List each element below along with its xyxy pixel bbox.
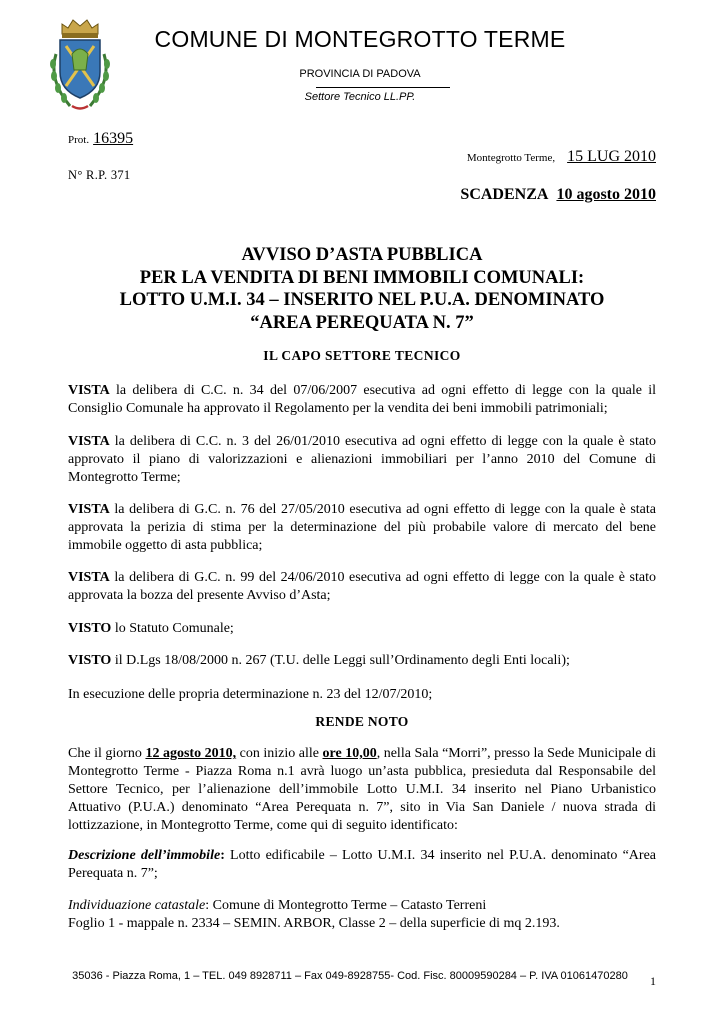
title-line: PER LA VENDITA DI BENI IMMOBILI COMUNALI: xyxy=(139,267,585,288)
auction-date: 12 agosto 2010, xyxy=(145,746,237,761)
description-text: Lotto edificabile – Lotto U.M.I. 34 inserito nel P.U.A. denominato “Area Perequata n. 7”; xyxy=(68,848,657,881)
rp-number: N° R.P. 371 xyxy=(68,168,131,182)
municipality-title: COMUNE DI MONTEGROTTO TERME xyxy=(154,26,566,52)
recital-paragraph xyxy=(68,620,656,638)
cadastral-paragraph xyxy=(68,897,656,933)
auction-time: ore 10,00 xyxy=(322,746,377,761)
recital-keyword: VISTO xyxy=(68,621,112,636)
footer-address: 35036 - Piazza Roma, 1 – TEL. 049 8928711 – Fax 049-8928755- Cod. Fisc. 80009590284 – P. IVA 01061470280 xyxy=(72,970,628,982)
cadastral-label: Individuazione catastale xyxy=(68,898,206,913)
cadastral-parcel: Foglio 1 - mappale n. 2334 – SEMIN. ARBOR, Classe 2 – della superficie di mq 2.193. xyxy=(68,916,560,931)
place-label: Montegrotto Terme, xyxy=(466,152,556,164)
recital-keyword: VISTA xyxy=(68,434,110,449)
recital-paragraph xyxy=(68,433,656,487)
recital-text: la delibera di G.C. n. 76 del 27/05/2010 esecutiva ad ogni effetto di legge con la quale è stata approvata la perizia di stima per la determinazione del più probabile valore di mercato del bene immobile oggetto di asta pubblica; xyxy=(68,502,656,553)
province-name: PROVINCIA DI PADOVA xyxy=(299,68,421,80)
deadline-date: 10 agosto 2010 xyxy=(556,186,656,203)
title-line: AVVISO D’ASTA PUBBLICA xyxy=(241,245,483,265)
municipal-crest-icon xyxy=(46,14,114,114)
signatory-heading: IL CAPO SETTORE TECNICO xyxy=(263,348,461,363)
notice-text: con inizio alle xyxy=(236,746,323,761)
prot-label: Prot. xyxy=(68,134,90,146)
place-and-date xyxy=(467,148,656,166)
rende-noto-heading: RENDE NOTO xyxy=(315,714,409,729)
execution-paragraph: In esecuzione delle propria determinazione n. 23 del 12/07/2010; xyxy=(68,687,433,702)
cadastral-text: : Comune di Montegrotto Terme – Catasto Terreni xyxy=(205,898,487,913)
deadline xyxy=(460,186,656,204)
notice-title xyxy=(60,244,664,334)
recital-paragraph xyxy=(68,501,656,555)
recital-keyword: VISTA xyxy=(68,570,110,585)
recital-text: la delibera di G.C. n. 99 del 24/06/2010 esecutiva ad ogni effetto di legge con la quale è stato approvata la bozza del presente Avviso d’Asta; xyxy=(68,570,656,603)
description-colon: : xyxy=(220,848,225,863)
notice-text: Che il giorno xyxy=(68,746,146,761)
recital-paragraph xyxy=(68,569,656,605)
deadline-label: SCADENZA xyxy=(460,186,549,203)
title-line: LOTTO U.M.I. 34 – INSERITO NEL P.U.A. DENOMINATO xyxy=(119,290,605,310)
sector-name: Settore Tecnico LL.PP. xyxy=(304,91,416,103)
recital-paragraph xyxy=(68,652,656,670)
recital-paragraph xyxy=(68,382,656,418)
description-label: Descrizione dell’immobile xyxy=(68,848,221,863)
recital-keyword: VISTA xyxy=(68,502,110,517)
title-line: “AREA PEREQUATA N. 7” xyxy=(250,312,474,333)
description-paragraph xyxy=(68,847,656,883)
recital-keyword: VISTA xyxy=(68,383,110,398)
recital-text: la delibera di C.C. n. 34 del 07/06/2007 esecutiva ad ogni effetto di legge con la quale il Consiglio Comunale ha approvato il Regolamento per la vendita dei beni immobili patrimoniali; xyxy=(68,383,656,416)
recital-text: il D.Lgs 18/08/2000 n. 267 (T.U. delle Leggi sull’Ordinamento degli Enti locali); xyxy=(111,653,570,668)
notice-text: , nella Sala “Morri”, presso la Sede Municipale di Montegrotto Terme - Piazza Roma n.1 avrà luogo un’asta pubblica, presieduta dal Responsabile del Settore Tecnico, per l’alienazione dell’immobile Lotto U.M.I. 34 inserito nel Piano Urbanistico Attuativo (P.U.A.) denominato “Area Perequata n. 7”, sito in Via San Daniele / nuova strada di lottizzazione, in Montegrotto Terme, come qui di seguito identificato: xyxy=(68,746,656,833)
protocol-number xyxy=(68,130,133,148)
notice-paragraph xyxy=(68,745,656,835)
page-number: 1 xyxy=(650,974,656,988)
recital-keyword: VISTO xyxy=(68,653,112,668)
prot-number: 16395 xyxy=(93,130,134,147)
header-divider xyxy=(316,87,450,88)
recital-text: la delibera di C.C. n. 3 del 26/01/2010 esecutiva ad ogni effetto di legge con la quale è stato approvato il piano di valorizzazioni e alienazioni immobiliari per l’anno 2010 del Comune di Montegrotto Terme; xyxy=(68,434,656,485)
recital-text: lo Statuto Comunale; xyxy=(111,621,234,636)
document-date: 15 LUG 2010 xyxy=(567,148,656,165)
